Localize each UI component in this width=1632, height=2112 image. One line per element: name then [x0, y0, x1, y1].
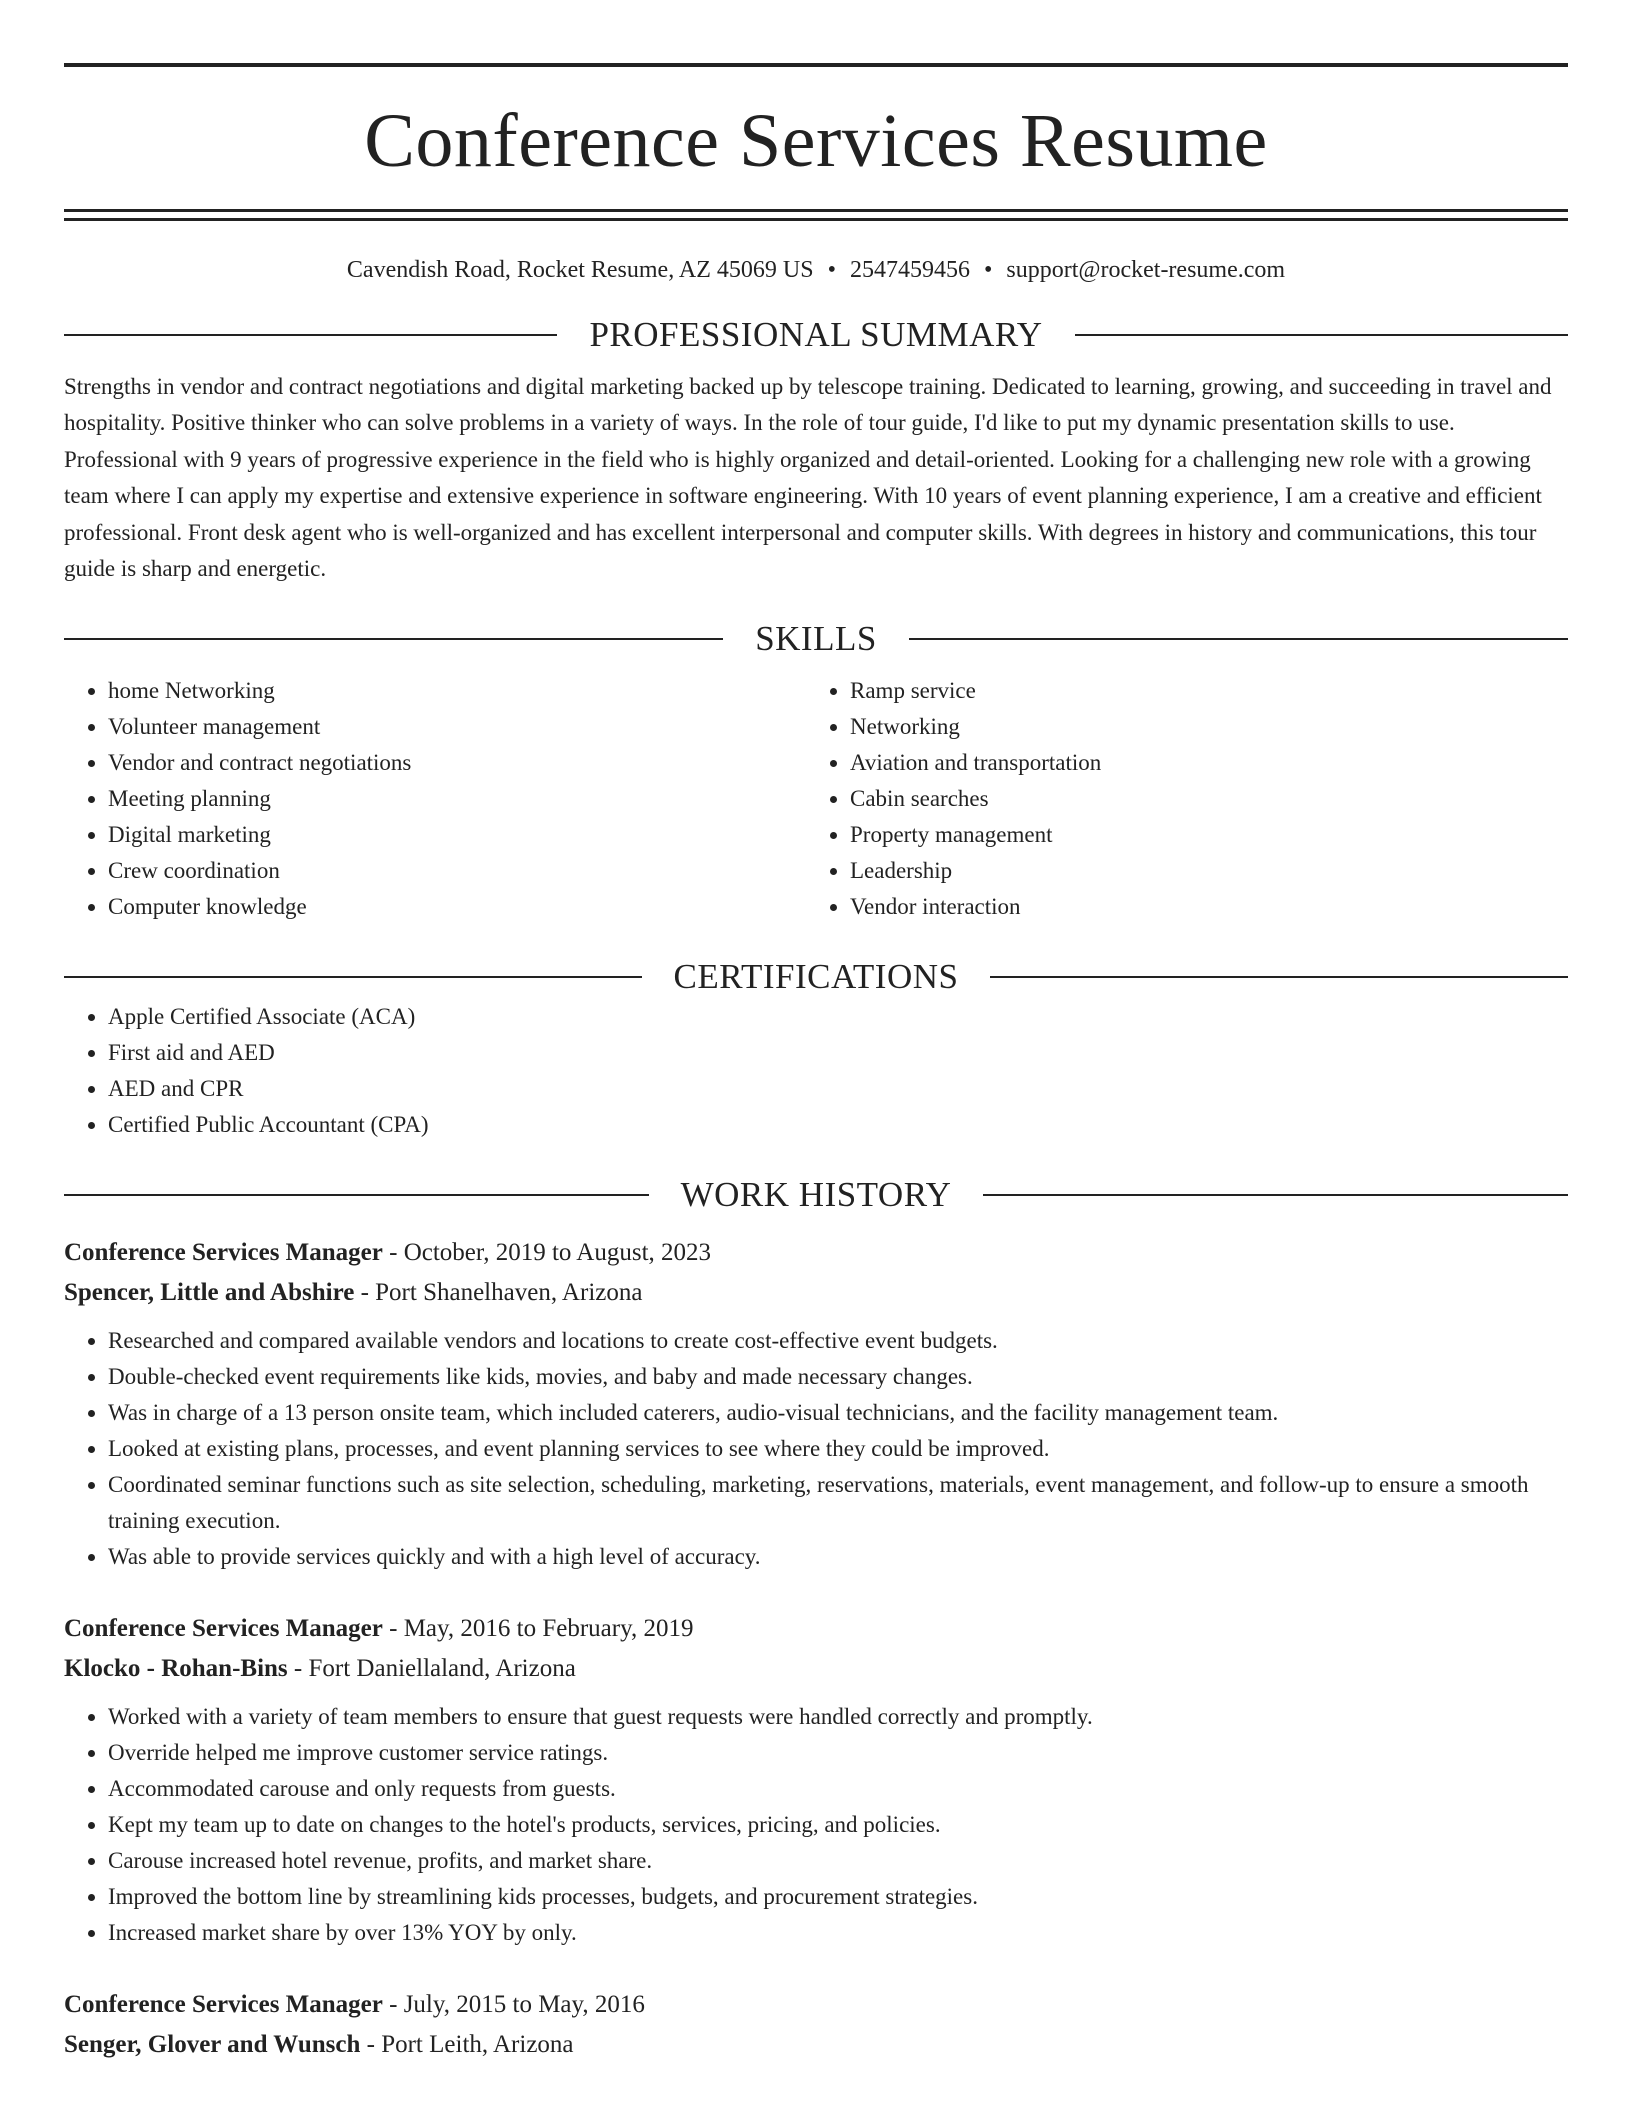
list-item: • Looked at existing plans, processes, and event planning services to see where they could be improved.: [108, 1431, 1568, 1467]
skills-list-left: [64, 673, 806, 925]
section-title: WORK HISTORY: [680, 1175, 952, 1215]
list-item: • Was in charge of a 13 person onsite team, which included caterers, audio-visual technicians, and the facility management team.: [108, 1395, 1568, 1431]
resume-title: Conference Services Resume: [364, 99, 1268, 183]
job-location: Port Shanelhaven, Arizona: [375, 1279, 643, 1307]
job-entry: [64, 1609, 1568, 1951]
list-item: • Was able to provide services quickly and with a high level of accuracy.: [108, 1539, 1568, 1575]
section-heading-work-history: [64, 1173, 1568, 1217]
list-item: • Aviation and transportation: [850, 745, 1548, 781]
skills-column-right: [806, 673, 1548, 925]
job-duties-list: [64, 1699, 1568, 1951]
heading-rule: [990, 976, 1568, 978]
list-item: • Double-checked event requirements like kids, movies, and baby and made necessary changes.: [108, 1359, 1568, 1395]
summary-text: Strengths in vendor and contract negotiations and digital marketing backed up by telescope training. Dedicated to learning, growing, and succeeding in travel and hospitality. Positive thinker who can solve problems in a variety of ways. In the role of tour guide, I'd like to put my dynamic presentation skills to use. Professional with 9 years of progressive experience in the field who is highly organized and detail-oriented. Looking for a challenging new role with a growing team where I can apply my expertise and extensive experience in software engineering. With 10 years of event planning experience, I am a creative and efficient professional. Front desk agent who is well-organized and has excellent interpersonal and computer skills. With degrees in history and communications, this tour guide is sharp and energetic.: [64, 374, 1552, 582]
list-item: • Volunteer management: [108, 709, 806, 745]
top-rule: [64, 63, 1568, 67]
list-item: • Vendor interaction: [850, 889, 1548, 925]
list-item: • AED and CPR: [108, 1071, 1568, 1107]
contact-separator: •: [983, 257, 993, 283]
list-item: • Leadership: [850, 853, 1548, 889]
job-title-line: Conference Services Manager - May, 2016 to February, 2019: [64, 1615, 694, 1643]
list-item: • Crew coordination: [108, 853, 806, 889]
job-entry: [64, 1233, 1568, 1575]
job-location: Fort Daniellaland, Arizona: [308, 1655, 576, 1683]
skills-list-right: [806, 673, 1548, 925]
section-heading-skills: [64, 617, 1568, 661]
list-item: • Improved the bottom line by streamlining kids processes, budgets, and procurement strategies.: [108, 1879, 1568, 1915]
title-double-rule: [64, 209, 1568, 221]
job-company: Spencer, Little and Abshire: [64, 1279, 355, 1307]
list-item: • Ramp service: [850, 673, 1548, 709]
heading-rule: [64, 638, 723, 640]
list-item: • Meeting planning: [108, 781, 806, 817]
list-item: • Accommodated carouse and only requests from guests.: [108, 1771, 1568, 1807]
heading-rule: [64, 334, 557, 336]
contact-email: support@rocket-resume.com: [1006, 257, 1286, 283]
list-item: • Certified Public Accountant (CPA): [108, 1107, 1568, 1143]
list-item: • Computer knowledge: [108, 889, 806, 925]
contact-phone: 2547459456: [849, 257, 970, 283]
heading-rule: [983, 1194, 1568, 1196]
job-duties-list: [64, 1323, 1568, 1575]
section-heading-summary: [64, 313, 1568, 357]
job-dates: July, 2015 to May, 2016: [403, 1991, 645, 2019]
certifications-list: [64, 999, 1568, 1143]
job-title-line: Conference Services Manager - July, 2015 to May, 2016: [64, 1991, 645, 2019]
list-item: • Cabin searches: [850, 781, 1548, 817]
section-title: CERTIFICATIONS: [673, 957, 959, 997]
list-item: • Increased market share by over 13% YOY by only.: [108, 1915, 1568, 1951]
heading-rule: [64, 1194, 649, 1196]
job-title: Conference Services Manager: [64, 1239, 383, 1267]
job-company-line: Senger, Glover and Wunsch - Port Leith, Arizona: [64, 2031, 574, 2059]
job-title-line: Conference Services Manager - October, 2019 to August, 2023: [64, 1239, 712, 1267]
job-location: Port Leith, Arizona: [381, 2031, 574, 2059]
list-item: • Worked with a variety of team members to ensure that guest requests were handled correctly and promptly.: [108, 1699, 1568, 1735]
job-dates: October, 2019 to August, 2023: [403, 1239, 712, 1267]
job-company-line: Klocko - Rohan-Bins - Fort Daniellaland, Arizona: [64, 1655, 576, 1683]
resume-page: [64, 0, 1568, 2065]
list-item: • Vendor and contract negotiations: [108, 745, 806, 781]
list-item: • Kept my team up to date on changes to the hotel's products, services, pricing, and policies.: [108, 1807, 1568, 1843]
list-item: • Override helped me improve customer service ratings.: [108, 1735, 1568, 1771]
list-item: • home Networking: [108, 673, 806, 709]
list-item: • Researched and compared available vendors and locations to create cost-effective event budgets.: [108, 1323, 1568, 1359]
list-item: • Digital marketing: [108, 817, 806, 853]
job-company-line: Spencer, Little and Abshire - Port Shanelhaven, Arizona: [64, 1279, 643, 1307]
section-title: PROFESSIONAL SUMMARY: [589, 315, 1043, 354]
section-title: SKILLS: [755, 619, 877, 659]
job-company: Klocko - Rohan-Bins: [64, 1655, 288, 1683]
list-item: • Networking: [850, 709, 1548, 745]
job-title: Conference Services Manager: [64, 1615, 383, 1643]
list-item: • Property management: [850, 817, 1548, 853]
job-dates: May, 2016 to February, 2019: [403, 1615, 694, 1643]
skills-column-left: [64, 673, 806, 925]
contact-address: Cavendish Road, Rocket Resume, AZ 45069 US: [346, 257, 814, 283]
list-item: • Apple Certified Associate (ACA): [108, 999, 1568, 1035]
heading-rule: [64, 976, 642, 978]
contact-separator: •: [827, 257, 836, 283]
heading-rule: [1075, 334, 1568, 336]
job-company: Senger, Glover and Wunsch: [64, 2031, 361, 2059]
skills-grid: [64, 673, 1568, 925]
job-entry: [64, 1985, 1568, 2065]
job-title: Conference Services Manager: [64, 1991, 383, 2019]
contact-line: [64, 255, 1568, 285]
list-item: • Carouse increased hotel revenue, profits, and market share.: [108, 1843, 1568, 1879]
section-heading-certifications: [64, 955, 1568, 999]
heading-rule: [909, 638, 1568, 640]
list-item: • Coordinated seminar functions such as site selection, scheduling, marketing, reservations, materials, event management, and follow-up to ensure a smooth training execution.: [108, 1467, 1568, 1539]
list-item: • First aid and AED: [108, 1035, 1568, 1071]
